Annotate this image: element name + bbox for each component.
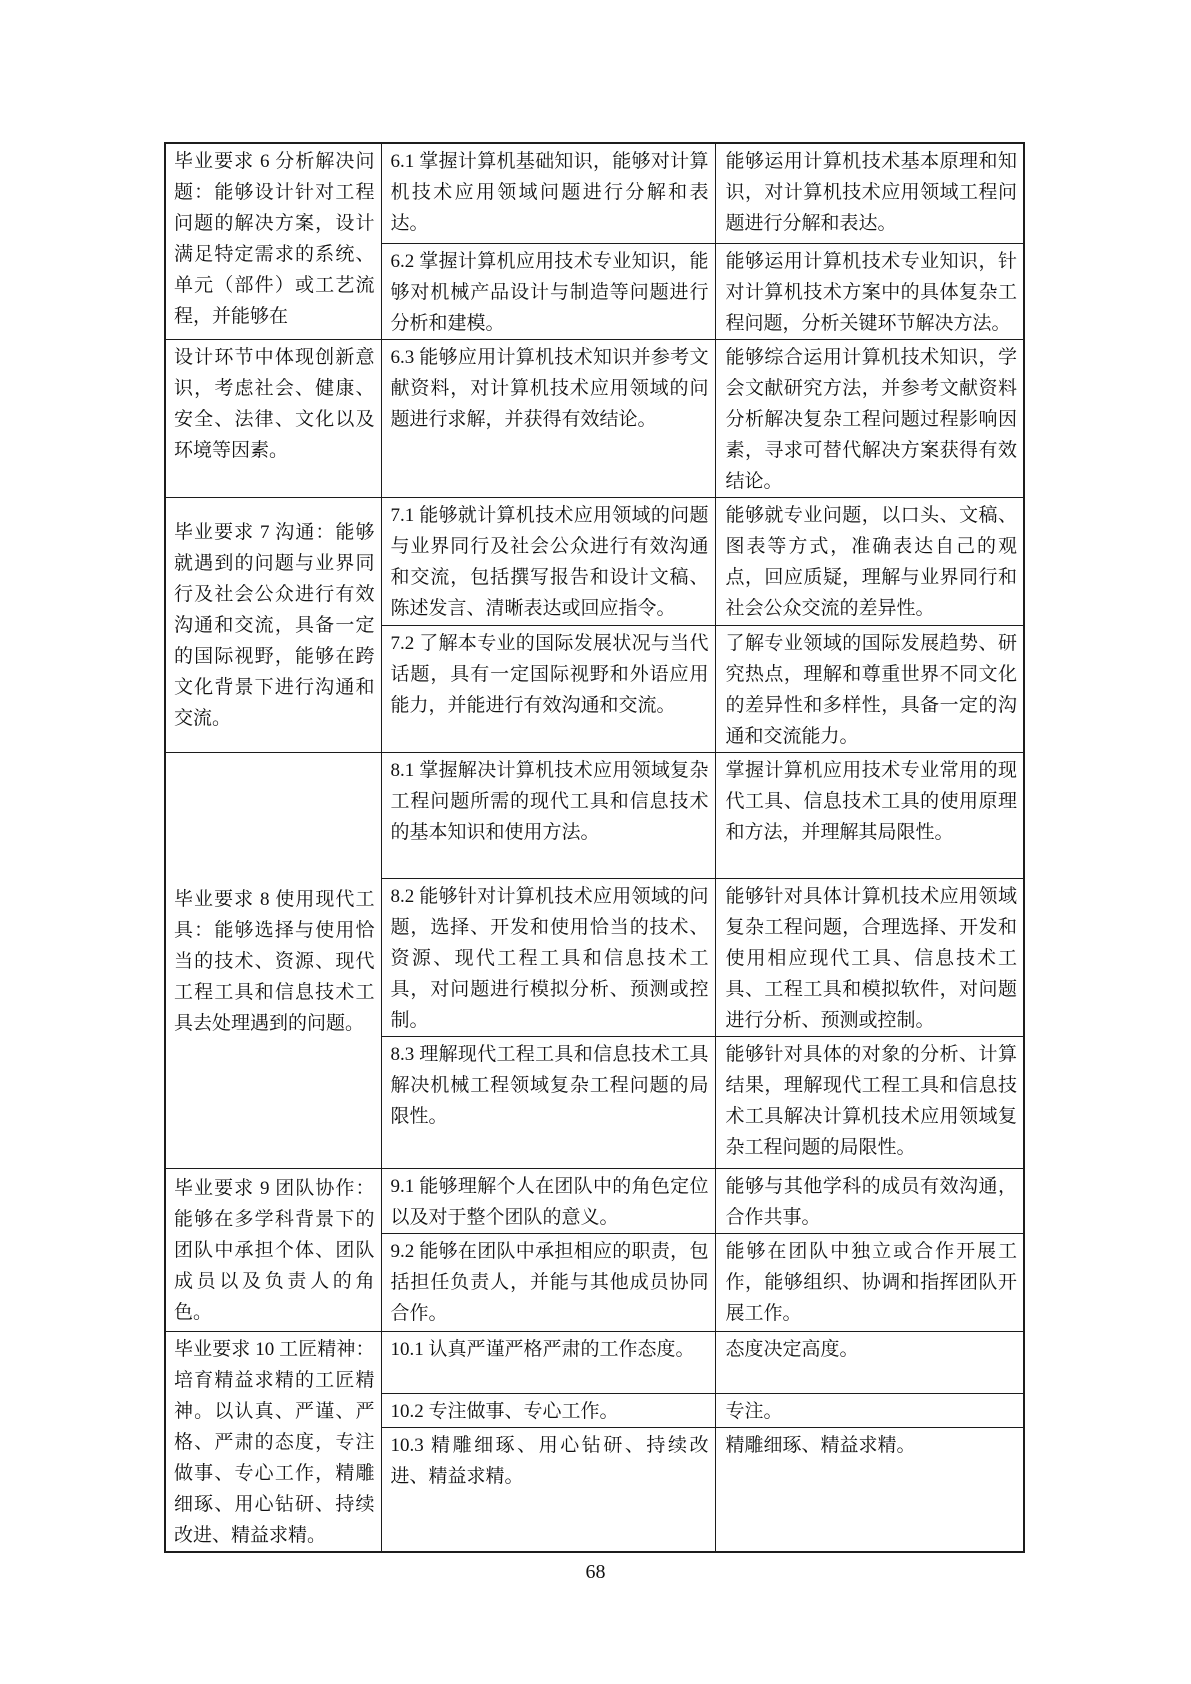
table-row (165, 1168, 1024, 1233)
requirement-10-cell: 毕业要求 10 工匠精神：培育精益求精的工匠精神。以认真、严谨、严格、严肃的态度，专注做事、专心工作，精雕细琢、用心钻研、持续改进、精益求精。 (165, 1331, 381, 1552)
outcome-7-2-cell: 了解专业领域的国际发展趋势、研究热点，理解和尊重世界不同文化的差异性和多样性，具备一定的沟通和交流能力。 (715, 625, 1024, 752)
indicator-7-1-cell: 7.1 能够就计算机技术应用领域的问题与业界同行及社会公众进行有效沟通和交流，包括撰写报告和设计文稿、陈述发言、清晰表达或回应指令。 (381, 497, 715, 625)
indicator-8-2-cell: 8.2 能够针对计算机技术应用领域的问题，选择、开发和使用恰当的技术、资源、现代工程工具和信息技术工具，对问题进行模拟分析、预测或控制。 (381, 878, 715, 1036)
requirement-9-cell: 毕业要求 9 团队协作：能够在多学科背景下的团队中承担个体、团队成员以及负责人的角色。 (165, 1168, 381, 1331)
outcome-10-3-cell: 精雕细琢、精益求精。 (715, 1427, 1024, 1551)
outcome-8-1-cell: 掌握计算机应用技术专业常用的现代工具、信息技术工具的使用原理和方法，并理解其局限性。 (715, 752, 1024, 878)
page-number: 68 (585, 1561, 606, 1583)
outcome-6-3-cell: 能够综合运用计算机技术知识，学会文献研究方法，并参考文献资料分析解决复杂工程问题过程影响因素，寻求可替代解决方案获得有效结论。 (715, 339, 1024, 497)
table-row (165, 143, 1024, 243)
outcome-10-2-cell: 专注。 (715, 1393, 1024, 1427)
outcome-9-1-cell: 能够与其他学科的成员有效沟通，合作共事。 (715, 1168, 1024, 1233)
table-row (165, 1331, 1024, 1393)
outcome-10-1-cell: 态度决定高度。 (715, 1331, 1024, 1393)
outcome-7-1-cell: 能够就专业问题，以口头、文稿、图表等方式，准确表达自己的观点，回应质疑，理解与业界同行和社会公众交流的差异性。 (715, 497, 1024, 625)
requirement-8-cell: 毕业要求 8 使用现代工具：能够选择与使用恰当的技术、资源、现代工程工具和信息技术工具去处理遇到的问题。 (165, 752, 381, 1168)
indicator-10-2-cell: 10.2 专注做事、专心工作。 (381, 1393, 715, 1427)
outcome-6-2-cell: 能够运用计算机技术专业知识，针对计算机技术方案中的具体复杂工程问题，分析关键环节解决方法。 (715, 243, 1024, 339)
outcome-6-1-cell: 能够运用计算机技术基本原理和知识，对计算机技术应用领域工程问题进行分解和表达。 (715, 143, 1024, 243)
indicator-8-3-cell: 8.3 理解现代工程工具和信息技术工具解决机械工程领域复杂工程问题的局限性。 (381, 1036, 715, 1168)
outcome-9-2-cell: 能够在团队中独立或合作开展工作，能够组织、协调和指挥团队开展工作。 (715, 1233, 1024, 1331)
requirement-6-cell: 毕业要求 6 分析解决问题：能够设计针对工程问题的解决方案，设计满足特定需求的系统、单元（部件）或工艺流程，并能够在 (165, 143, 381, 339)
indicator-6-3-cell: 6.3 能够应用计算机技术知识并参考文献资料，对计算机技术应用领域的问题进行求解，并获得有效结论。 (381, 339, 715, 497)
indicator-6-1-cell: 6.1 掌握计算机基础知识，能够对计算机技术应用领域问题进行分解和表达。 (381, 143, 715, 243)
indicator-6-2-cell: 6.2 掌握计算机应用技术专业知识，能够对机械产品设计与制造等问题进行分析和建模。 (381, 243, 715, 339)
requirement-7-cell: 毕业要求 7 沟通：能够就遇到的问题与业界同行及社会公众进行有效沟通和交流，具备一定的国际视野，能够在跨文化背景下进行沟通和交流。 (165, 497, 381, 752)
indicator-9-2-cell: 9.2 能够在团队中承担相应的职责，包括担任负责人，并能与其他成员协同合作。 (381, 1233, 715, 1331)
table-row (165, 497, 1024, 625)
indicator-7-2-cell: 7.2 了解本专业的国际发展状况与当代话题，具有一定国际视野和外语应用能力，并能进行有效沟通和交流。 (381, 625, 715, 752)
graduation-requirements-table (164, 142, 1025, 1553)
outcome-8-2-cell: 能够针对具体计算机技术应用领域复杂工程问题，合理选择、开发和使用相应现代工具、信息技术工具、工程工具和模拟软件，对问题进行分析、预测或控制。 (715, 878, 1024, 1036)
indicator-10-1-cell: 10.1 认真严谨严格严肃的工作态度。 (381, 1331, 715, 1393)
indicator-8-1-cell: 8.1 掌握解决计算机技术应用领域复杂工程问题所需的现代工具和信息技术的基本知识和使用方法。 (381, 752, 715, 878)
indicator-10-3-cell: 10.3 精雕细琢、用心钻研、持续改进、精益求精。 (381, 1427, 715, 1551)
table-row (165, 339, 1024, 497)
requirement-6-continued-cell: 设计环节中体现创新意识，考虑社会、健康、安全、法律、文化以及环境等因素。 (165, 339, 381, 497)
indicator-9-1-cell: 9.1 能够理解个人在团队中的角色定位以及对于整个团队的意义。 (381, 1168, 715, 1233)
table-row (165, 752, 1024, 878)
outcome-8-3-cell: 能够针对具体的对象的分析、计算结果，理解现代工程工具和信息技术工具解决计算机技术应用领域复杂工程问题的局限性。 (715, 1036, 1024, 1168)
